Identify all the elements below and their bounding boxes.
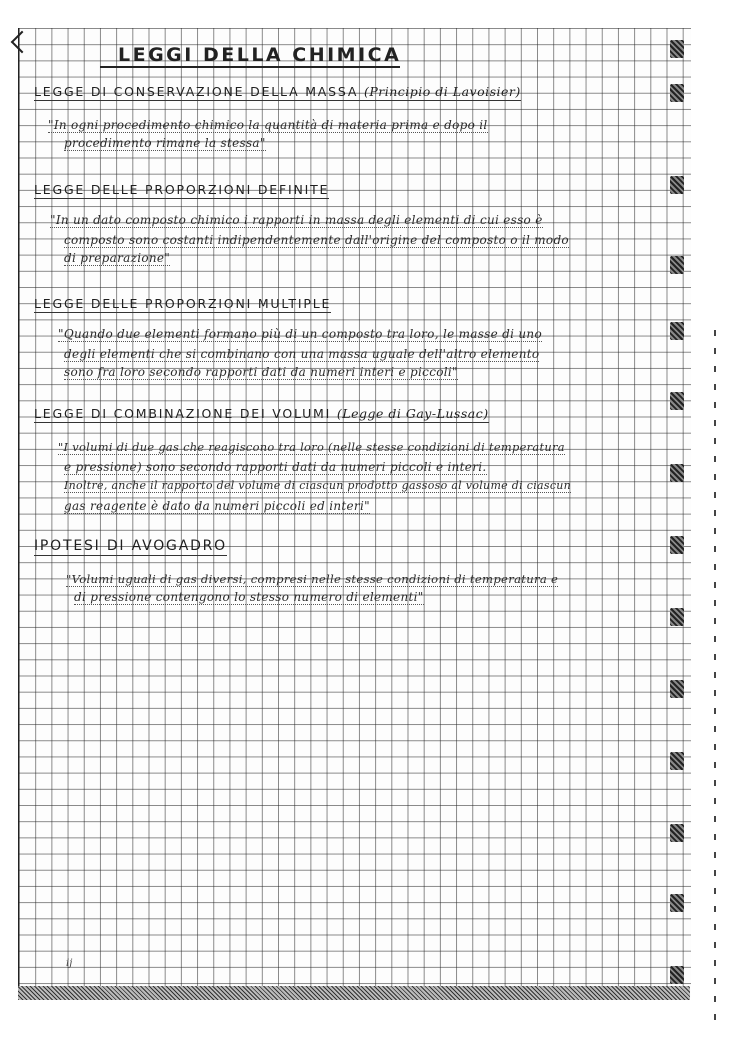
text-line: "In un dato composto chimico i rapporti in massa degli elementi di cui esso è [50, 213, 543, 227]
text-line: "Quando due elementi formano più di un composto tra loro, le masse di uno [58, 327, 542, 341]
text-line: composto sono costanti indipendentemente dall'origine del composto o il modo [64, 233, 569, 247]
section-heading-conservation [34, 84, 521, 101]
binding-hole [670, 176, 684, 194]
text-line: "I volumi di due gas che reagiscono tra loro (nelle stesse condizioni di temperatura [58, 440, 565, 454]
section-heading-volumes [34, 406, 489, 423]
section-heading-avogadro [34, 538, 227, 556]
text-line: Inoltre, anche il rapporto del volume di ciascun prodotto gassoso al volume di ciascun [64, 479, 572, 492]
binding-hole [670, 824, 684, 842]
heading-text: LEGGE DELLE PROPORZIONI DEFINITE [34, 182, 330, 197]
text-line: degli elementi che si combinano con una massa uguale dell'altro elemento [64, 347, 540, 361]
page-title: LEGGI DELLA CHIMICA [118, 44, 402, 66]
binding-hole [670, 966, 684, 984]
heading-note: (Legge di Gay-Lussac) [336, 406, 489, 421]
binding-hole [670, 322, 684, 340]
binding-hole [670, 608, 684, 626]
text-line: sono fra loro secondo rapporti dati da numeri interi e piccoli" [64, 365, 458, 379]
heading-text: LEGGE DI CONSERVAZIONE DELLA MASSA [34, 84, 359, 99]
text-line: "Volumi uguali di gas diversi, compresi nelle stesse condizioni di temperatura e [66, 572, 559, 586]
text-line: gas reagente è dato da numeri piccoli ed interi" [64, 499, 370, 513]
text-line: e pressione) sono secondo rapporti dati da numeri piccoli e interi. [64, 460, 487, 474]
margin-mark: ij [66, 958, 73, 969]
heading-text: IPOTESI DI AVOGADRO [34, 538, 227, 554]
text-line: procedimento rimane la stessa" [64, 136, 266, 150]
binding-hole [670, 40, 684, 58]
binding-hole [670, 680, 684, 698]
heading-text: LEGGE DELLE PROPORZIONI MULTIPLE [34, 296, 332, 311]
text-line: "In ogni procedimento chimico la quantità di materia prima e dopo il [48, 118, 488, 132]
binding-hole [670, 464, 684, 482]
text-line: di pressione contengono lo stesso numero di elementi" [74, 590, 424, 604]
binding-hole [670, 536, 684, 554]
section-heading-definite-proportions [34, 182, 329, 199]
title-underline [100, 66, 400, 68]
binding-hole [670, 84, 684, 102]
spiral-binding [670, 36, 686, 996]
binding-hole [670, 894, 684, 912]
binding-hole [670, 752, 684, 770]
heading-note: (Principio di Lavoisier) [364, 84, 521, 99]
text-line: di preparazione" [64, 251, 171, 265]
heading-text: LEGGE DI COMBINAZIONE DEI VOLUMI [34, 406, 332, 421]
binding-hole [670, 392, 684, 410]
section-heading-multiple-proportions [34, 296, 331, 313]
binding-hole [670, 256, 684, 274]
page-bottom-edge [18, 986, 690, 1000]
page-right-edge [714, 330, 716, 1020]
